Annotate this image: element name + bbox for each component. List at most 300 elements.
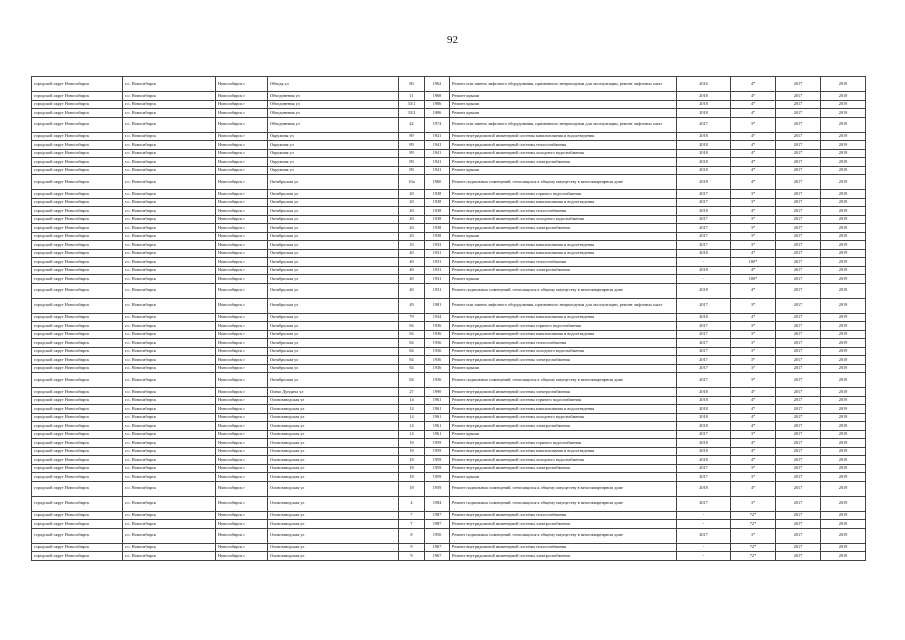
period-start-cell: 2017 <box>776 207 821 216</box>
house-number-cell: 89 <box>399 149 425 158</box>
period-start-cell: 2017 <box>776 175 821 190</box>
plan-year-cell: 2018 <box>677 166 731 175</box>
work-type-cell: Ремонт крыши <box>450 430 677 439</box>
period-start-cell: 2017 <box>776 339 821 348</box>
table-row <box>32 313 866 322</box>
mark-cell: 3* <box>731 117 776 132</box>
table-row <box>32 373 866 388</box>
period-end-cell: 2019 <box>821 373 866 388</box>
district-cell: городской округ Новосибирск <box>32 456 123 465</box>
work-type-cell: Ремонт или замена лифтового оборудования, признанного непригодным для эксплуатации, ремонт лифтовых шахт <box>450 298 677 313</box>
work-type-cell: Ремонт подвальных помещений, относящихся к общему имуществу в многоквартирном доме <box>450 283 677 298</box>
build-year-cell: 1987 <box>425 520 450 529</box>
period-start-cell: 2017 <box>776 430 821 439</box>
plan-year-cell: 2017 <box>677 215 731 224</box>
table-row <box>32 364 866 373</box>
house-number-cell: 14 <box>399 396 425 405</box>
settlement-cell: Новосибирск г <box>216 456 268 465</box>
street-cell: Окружная ул <box>268 149 399 158</box>
build-year-cell: 1931 <box>425 275 450 284</box>
district-cell: городской округ Новосибирск <box>32 413 123 422</box>
period-end-cell: 2019 <box>821 347 866 356</box>
settlement-cell: Новосибирск г <box>216 322 268 331</box>
mark-cell: 4* <box>731 207 776 216</box>
table-row <box>32 158 866 167</box>
street-cell: Оловозаводская ул <box>268 422 399 431</box>
settlement-cell: Новосибирск г <box>216 339 268 348</box>
house-number-cell: 80 <box>399 77 425 92</box>
street-cell: Оловозаводская ул <box>268 464 399 473</box>
build-year-cell: 1941 <box>425 132 450 141</box>
plan-year-cell: 2017 <box>677 339 731 348</box>
mark-cell: 100* <box>731 258 776 267</box>
period-start-cell: 2017 <box>776 528 821 543</box>
period-end-cell: 2019 <box>821 456 866 465</box>
mark-cell: 4* <box>731 447 776 456</box>
city-cell: г.о. Новосибирск <box>123 117 216 132</box>
street-cell: Октябрьская ул <box>268 207 399 216</box>
build-year-cell: 1938 <box>425 190 450 199</box>
period-start-cell: 2017 <box>776 313 821 322</box>
settlement-cell: Новосибирск г <box>216 224 268 233</box>
build-year-cell: 1962 <box>425 77 450 92</box>
work-type-cell: Ремонт внутридомовой инженерной системы канализования и водоотведения <box>450 313 677 322</box>
mark-cell: 72* <box>731 511 776 520</box>
work-type-cell: Ремонт подвальных помещений, относящихся к общему имуществу в многоквартирном доме <box>450 481 677 496</box>
period-end-cell: 2019 <box>821 117 866 132</box>
city-cell: г.о. Новосибирск <box>123 552 216 561</box>
register-table <box>31 76 866 561</box>
house-number-cell: 40 <box>399 275 425 284</box>
period-end-cell: 2019 <box>821 283 866 298</box>
register-body <box>32 77 866 561</box>
work-type-cell: Ремонт крыши <box>450 232 677 241</box>
mark-cell: 4* <box>731 175 776 190</box>
period-start-cell: 2017 <box>776 552 821 561</box>
mark-cell: 3* <box>731 322 776 331</box>
period-start-cell: 2017 <box>776 456 821 465</box>
table-row <box>32 166 866 175</box>
work-type-cell: Ремонт внутридомовой инженерной системы канализования и водоотведения <box>450 241 677 250</box>
plan-year-cell: - <box>677 552 731 561</box>
build-year-cell: 1960 <box>425 175 450 190</box>
period-end-cell: 2019 <box>821 396 866 405</box>
mark-cell: 4* <box>731 283 776 298</box>
street-cell: Октябрьская ул <box>268 224 399 233</box>
settlement-cell: Новосибирск г <box>216 496 268 511</box>
city-cell: г.о. Новосибирск <box>123 198 216 207</box>
page-number: 92 <box>447 34 458 46</box>
mark-cell: 3* <box>731 464 776 473</box>
house-number-cell: 10а <box>399 175 425 190</box>
city-cell: г.о. Новосибирск <box>123 266 216 275</box>
street-cell: Оловозаводская ул <box>268 447 399 456</box>
period-start-cell: 2017 <box>776 190 821 199</box>
district-cell: городской округ Новосибирск <box>32 100 123 109</box>
street-cell: Олеко Дундича ул <box>268 388 399 397</box>
period-end-cell: 2019 <box>821 109 866 118</box>
plan-year-cell: - <box>677 258 731 267</box>
settlement-cell: Новосибирск г <box>216 77 268 92</box>
work-type-cell: Ремонт крыши <box>450 109 677 118</box>
house-number-cell: 84 <box>399 330 425 339</box>
district-cell: городской округ Новосибирск <box>32 481 123 496</box>
plan-year-cell: 2018 <box>677 266 731 275</box>
house-number-cell: 89 <box>399 132 425 141</box>
settlement-cell: Новосибирск г <box>216 439 268 448</box>
city-cell: г.о. Новосибирск <box>123 322 216 331</box>
period-start-cell: 2017 <box>776 330 821 339</box>
work-type-cell: Ремонт внутридомовой инженерной системы канализования и водоотведения <box>450 447 677 456</box>
plan-year-cell: - <box>677 275 731 284</box>
city-cell: г.о. Новосибирск <box>123 447 216 456</box>
house-number-cell: 14 <box>399 413 425 422</box>
period-end-cell: 2019 <box>821 447 866 456</box>
work-type-cell: Ремонт внутридомовой инженерной системы теплоснабжения <box>450 543 677 552</box>
street-cell: Октябрьская ул <box>268 249 399 258</box>
settlement-cell: Новосибирск г <box>216 241 268 250</box>
settlement-cell: Новосибирск г <box>216 109 268 118</box>
period-start-cell: 2017 <box>776 422 821 431</box>
period-start-cell: 2017 <box>776 405 821 414</box>
build-year-cell: 1931 <box>425 266 450 275</box>
settlement-cell: Новосибирск г <box>216 117 268 132</box>
settlement-cell: Новосибирск г <box>216 552 268 561</box>
period-start-cell: 2017 <box>776 141 821 150</box>
table-row <box>32 413 866 422</box>
work-type-cell: Ремонт крыши <box>450 364 677 373</box>
district-cell: городской округ Новосибирск <box>32 543 123 552</box>
table-row <box>32 339 866 348</box>
mark-cell: 3* <box>731 339 776 348</box>
house-number-cell: 7 <box>399 511 425 520</box>
table-row <box>32 481 866 496</box>
settlement-cell: Новосибирск г <box>216 207 268 216</box>
period-end-cell: 2019 <box>821 430 866 439</box>
house-number-cell: 14 <box>399 422 425 431</box>
period-start-cell: 2017 <box>776 249 821 258</box>
settlement-cell: Новосибирск г <box>216 396 268 405</box>
work-type-cell: Ремонт внутридомовой инженерной системы электроснабжения <box>450 464 677 473</box>
district-cell: городской округ Новосибирск <box>32 322 123 331</box>
period-end-cell: 2019 <box>821 232 866 241</box>
city-cell: г.о. Новосибирск <box>123 215 216 224</box>
period-end-cell: 2019 <box>821 241 866 250</box>
work-type-cell: Ремонт крыши <box>450 473 677 482</box>
period-start-cell: 2017 <box>776 473 821 482</box>
period-start-cell: 2017 <box>776 464 821 473</box>
street-cell: Октябрьская ул <box>268 283 399 298</box>
mark-cell: 3* <box>731 430 776 439</box>
table-row <box>32 224 866 233</box>
street-cell: Октябрьская ул <box>268 215 399 224</box>
district-cell: городской округ Новосибирск <box>32 520 123 529</box>
work-type-cell: Ремонт внутридомовой инженерной системы холодного водоснабжения <box>450 149 677 158</box>
build-year-cell: 1981 <box>425 298 450 313</box>
house-number-cell: 18 <box>399 464 425 473</box>
plan-year-cell: 2017 <box>677 322 731 331</box>
street-cell: Октябрьская ул <box>268 298 399 313</box>
district-cell: городской округ Новосибирск <box>32 356 123 365</box>
mark-cell: 72* <box>731 520 776 529</box>
build-year-cell: 1961 <box>425 422 450 431</box>
work-type-cell: Ремонт внутридомовой инженерной системы горячего водоснабжения <box>450 396 677 405</box>
table-row <box>32 249 866 258</box>
plan-year-cell: 2017 <box>677 373 731 388</box>
period-start-cell: 2017 <box>776 298 821 313</box>
table-row <box>32 322 866 331</box>
table-row <box>32 330 866 339</box>
street-cell: Объединения ул <box>268 100 399 109</box>
settlement-cell: Новосибирск г <box>216 520 268 529</box>
district-cell: городской округ Новосибирск <box>32 528 123 543</box>
street-cell: Окружная ул <box>268 132 399 141</box>
district-cell: городской округ Новосибирск <box>32 439 123 448</box>
table-row <box>32 241 866 250</box>
district-cell: городской округ Новосибирск <box>32 464 123 473</box>
house-number-cell: 20 <box>399 215 425 224</box>
settlement-cell: Новосибирск г <box>216 198 268 207</box>
plan-year-cell: 2017 <box>677 190 731 199</box>
city-cell: г.о. Новосибирск <box>123 190 216 199</box>
plan-year-cell: 2018 <box>677 207 731 216</box>
period-end-cell: 2019 <box>821 552 866 561</box>
work-type-cell: Ремонт внутридомовой инженерной системы электроснабжения <box>450 388 677 397</box>
settlement-cell: Новосибирск г <box>216 132 268 141</box>
plan-year-cell: 2017 <box>677 528 731 543</box>
build-year-cell: 1936 <box>425 330 450 339</box>
house-number-cell: 33/1 <box>399 100 425 109</box>
city-cell: г.о. Новосибирск <box>123 92 216 101</box>
build-year-cell: 1938 <box>425 198 450 207</box>
district-cell: городской округ Новосибирск <box>32 552 123 561</box>
settlement-cell: Новосибирск г <box>216 347 268 356</box>
mark-cell: 72* <box>731 543 776 552</box>
street-cell: Октябрьская ул <box>268 175 399 190</box>
street-cell: Оловозаводская ул <box>268 473 399 482</box>
settlement-cell: Новосибирск г <box>216 149 268 158</box>
city-cell: г.о. Новосибирск <box>123 339 216 348</box>
period-start-cell: 2017 <box>776 447 821 456</box>
city-cell: г.о. Новосибирск <box>123 258 216 267</box>
plan-year-cell: 2018 <box>677 388 731 397</box>
table-row <box>32 464 866 473</box>
street-cell: Октябрьская ул <box>268 266 399 275</box>
period-end-cell: 2019 <box>821 92 866 101</box>
build-year-cell: 1959 <box>425 447 450 456</box>
city-cell: г.о. Новосибирск <box>123 396 216 405</box>
table-row <box>32 198 866 207</box>
period-end-cell: 2019 <box>821 215 866 224</box>
street-cell: Оловозаводская ул <box>268 511 399 520</box>
plan-year-cell: 2017 <box>677 298 731 313</box>
city-cell: г.о. Новосибирск <box>123 241 216 250</box>
table-row <box>32 175 866 190</box>
house-number-cell: 84 <box>399 364 425 373</box>
plan-year-cell: 2018 <box>677 422 731 431</box>
house-number-cell: 18 <box>399 456 425 465</box>
settlement-cell: Новосибирск г <box>216 447 268 456</box>
house-number-cell: 40 <box>399 249 425 258</box>
table-row <box>32 298 866 313</box>
table-row <box>32 77 866 92</box>
district-cell: городской округ Новосибирск <box>32 430 123 439</box>
period-start-cell: 2017 <box>776 158 821 167</box>
house-number-cell: 84 <box>399 339 425 348</box>
settlement-cell: Новосибирск г <box>216 166 268 175</box>
build-year-cell: 1959 <box>425 473 450 482</box>
work-type-cell: Ремонт внутридомовой инженерной системы канализования и водоотведения <box>450 330 677 339</box>
build-year-cell: 1950 <box>425 528 450 543</box>
mark-cell: 100* <box>731 275 776 284</box>
settlement-cell: Новосибирск г <box>216 266 268 275</box>
city-cell: г.о. Новосибирск <box>123 456 216 465</box>
work-type-cell: Ремонт внутридомовой инженерной системы теплоснабжения <box>450 258 677 267</box>
period-start-cell: 2017 <box>776 92 821 101</box>
settlement-cell: Новосибирск г <box>216 422 268 431</box>
period-start-cell: 2017 <box>776 132 821 141</box>
street-cell: Объедя ул <box>268 77 399 92</box>
house-number-cell: 20 <box>399 190 425 199</box>
district-cell: городской округ Новосибирск <box>32 241 123 250</box>
period-end-cell: 2019 <box>821 190 866 199</box>
street-cell: Октябрьская ул <box>268 241 399 250</box>
work-type-cell: Ремонт внутридомовой инженерной системы теплоснабжения <box>450 511 677 520</box>
mark-cell: 3* <box>731 224 776 233</box>
work-type-cell: Ремонт или замена лифтового оборудования, признанного непригодным для эксплуатации, ремонт лифтовых шахт <box>450 117 677 132</box>
plan-year-cell: 2018 <box>677 396 731 405</box>
city-cell: г.о. Новосибирск <box>123 149 216 158</box>
build-year-cell: 1933 <box>425 241 450 250</box>
period-end-cell: 2019 <box>821 77 866 92</box>
district-cell: городской округ Новосибирск <box>32 175 123 190</box>
build-year-cell: 1986 <box>425 109 450 118</box>
period-start-cell: 2017 <box>776 496 821 511</box>
settlement-cell: Новосибирск г <box>216 388 268 397</box>
mark-cell: 4* <box>731 100 776 109</box>
build-year-cell: 1934 <box>425 313 450 322</box>
city-cell: г.о. Новосибирск <box>123 356 216 365</box>
district-cell: городской округ Новосибирск <box>32 275 123 284</box>
house-number-cell: 40 <box>399 258 425 267</box>
street-cell: Объединения ул <box>268 117 399 132</box>
period-end-cell: 2019 <box>821 100 866 109</box>
period-end-cell: 2019 <box>821 266 866 275</box>
plan-year-cell: 2018 <box>677 447 731 456</box>
city-cell: г.о. Новосибирск <box>123 298 216 313</box>
district-cell: городской округ Новосибирск <box>32 313 123 322</box>
period-start-cell: 2017 <box>776 109 821 118</box>
work-type-cell: Ремонт подвальных помещений, относящихся к общему имуществу в многоквартирном доме <box>450 528 677 543</box>
table-row <box>32 132 866 141</box>
table-row <box>32 473 866 482</box>
period-end-cell: 2019 <box>821 207 866 216</box>
plan-year-cell: 2018 <box>677 439 731 448</box>
plan-year-cell: 2018 <box>677 175 731 190</box>
build-year-cell: 1959 <box>425 464 450 473</box>
build-year-cell: 1941 <box>425 149 450 158</box>
city-cell: г.о. Новосибирск <box>123 413 216 422</box>
mark-cell: 4* <box>731 388 776 397</box>
period-end-cell: 2019 <box>821 158 866 167</box>
plan-year-cell: - <box>677 520 731 529</box>
settlement-cell: Новосибирск г <box>216 405 268 414</box>
build-year-cell: 1961 <box>425 413 450 422</box>
district-cell: городской округ Новосибирск <box>32 473 123 482</box>
settlement-cell: Новосибирск г <box>216 473 268 482</box>
build-year-cell: 1936 <box>425 339 450 348</box>
plan-year-cell: 2018 <box>677 456 731 465</box>
plan-year-cell: 2018 <box>677 149 731 158</box>
city-cell: г.о. Новосибирск <box>123 373 216 388</box>
house-number-cell: 18 <box>399 481 425 496</box>
district-cell: городской округ Новосибирск <box>32 373 123 388</box>
mark-cell: 3* <box>731 473 776 482</box>
house-number-cell: 20 <box>399 198 425 207</box>
street-cell: Октябрьская ул <box>268 364 399 373</box>
build-year-cell: 1931 <box>425 258 450 267</box>
house-number-cell: 8 <box>399 528 425 543</box>
district-cell: городской округ Новосибирск <box>32 92 123 101</box>
table-row <box>32 100 866 109</box>
settlement-cell: Новосибирск г <box>216 175 268 190</box>
district-cell: городской округ Новосибирск <box>32 496 123 511</box>
work-type-cell: Ремонт внутридомовой инженерной системы холодного водоснабжения <box>450 347 677 356</box>
period-end-cell: 2019 <box>821 496 866 511</box>
district-cell: городской округ Новосибирск <box>32 422 123 431</box>
work-type-cell: Ремонт крыши <box>450 166 677 175</box>
mark-cell: 4* <box>731 132 776 141</box>
table-row <box>32 117 866 132</box>
work-type-cell: Ремонт внутридомовой инженерной системы холодного водоснабжения <box>450 456 677 465</box>
period-start-cell: 2017 <box>776 511 821 520</box>
settlement-cell: Новосибирск г <box>216 364 268 373</box>
district-cell: городской округ Новосибирск <box>32 224 123 233</box>
plan-year-cell: 2018 <box>677 141 731 150</box>
period-end-cell: 2019 <box>821 166 866 175</box>
work-type-cell: Ремонт внутридомовой инженерной системы электроснабжения <box>450 520 677 529</box>
settlement-cell: Новосибирск г <box>216 190 268 199</box>
build-year-cell: 1984 <box>425 496 450 511</box>
district-cell: городской округ Новосибирск <box>32 283 123 298</box>
district-cell: городской округ Новосибирск <box>32 215 123 224</box>
plan-year-cell: 2018 <box>677 481 731 496</box>
period-end-cell: 2019 <box>821 388 866 397</box>
period-end-cell: 2019 <box>821 520 866 529</box>
mark-cell: 4* <box>731 92 776 101</box>
city-cell: г.о. Новосибирск <box>123 520 216 529</box>
settlement-cell: Новосибирск г <box>216 464 268 473</box>
period-end-cell: 2019 <box>821 473 866 482</box>
period-start-cell: 2017 <box>776 198 821 207</box>
plan-year-cell: 2018 <box>677 313 731 322</box>
table-row <box>32 207 866 216</box>
table-row <box>32 543 866 552</box>
settlement-cell: Новосибирск г <box>216 543 268 552</box>
build-year-cell: 1961 <box>425 396 450 405</box>
table-row <box>32 347 866 356</box>
settlement-cell: Новосибирск г <box>216 92 268 101</box>
settlement-cell: Новосибирск г <box>216 313 268 322</box>
street-cell: Октябрьская ул <box>268 190 399 199</box>
district-cell: городской округ Новосибирск <box>32 405 123 414</box>
work-type-cell: Ремонт внутридомовой инженерной системы теплоснабжения <box>450 207 677 216</box>
build-year-cell: 1941 <box>425 141 450 150</box>
city-cell: г.о. Новосибирск <box>123 275 216 284</box>
settlement-cell: Новосибирск г <box>216 249 268 258</box>
period-start-cell: 2017 <box>776 373 821 388</box>
mark-cell: 4* <box>731 481 776 496</box>
